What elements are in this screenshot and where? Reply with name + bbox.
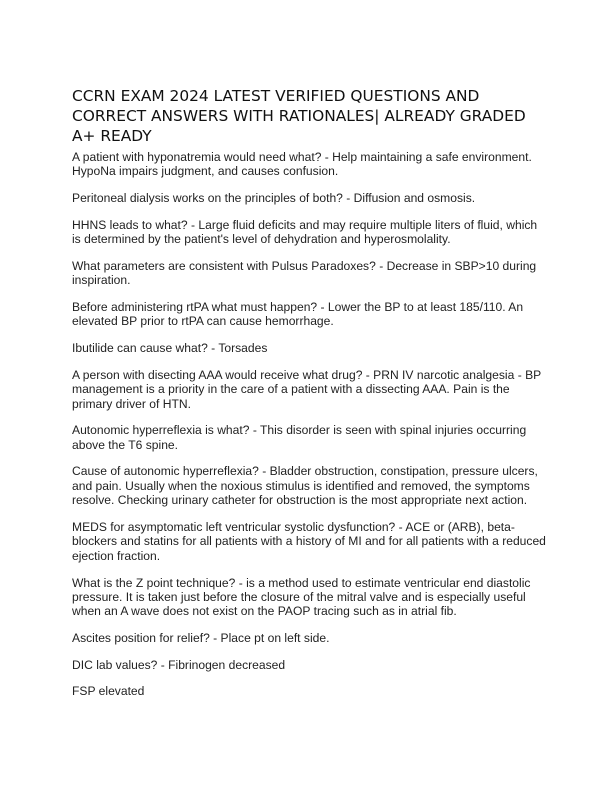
question-answer-paragraph: Before administering rtPA what must happen? - Lower the BP to at least 185/110. An elevated BP prior to rtPA can cause hemorrhage. [72,300,524,329]
question-answer-paragraph: Ascites position for relief? - Place pt on left side. [72,631,330,646]
question-answer-paragraph: HHNS leads to what? - Large fluid deficits and may require multiple liters of fluid, which is determined by the patient's level of dehydration and hyperosmolality. [72,217,538,247]
question-answer-paragraph: Ibutilide can cause what? - Torsades [72,341,268,356]
question-answer-paragraph: Autonomic hyperreflexia is what? - This disorder is seen with spinal injuries occurring above the T6 spine. [72,423,527,452]
question-answer-paragraph: A patient with hyponatremia would need what? - Help maintaining a safe environment. HypoNa impairs judgment, and causes confusion. [72,150,532,179]
question-answer-paragraph: Cause of autonomic hyperreflexia? - Bladder obstruction, constipation, pressure ulcers, and pain. Usually when the noxious stimulus is identified and removed, the symptoms resolve. Checking urinary catheter for obstruction is the most appropriate next action. [72,464,538,508]
question-answer-paragraph: DIC lab values? - Fibrinogen decreased [72,657,286,672]
question-answer-paragraph: What is the Z point technique? - is a method used to estimate ventricular end diastolic pressure. It is taken just before the closure of the mitral valve and is especially useful when an A wave does not exist on the PAOP tracing such as in atrial fib. [72,575,531,619]
question-answer-paragraph: MEDS for asymptomatic left ventricular systolic dysfunction? - ACE or (ARB), beta-blockers and statins for all patients with a history of MI and for all patients with a reduced ejection fraction. [72,519,546,563]
question-answer-paragraph: A person with disecting AAA would receive what drug? - PRN IV narcotic analgesia - BP management is a priority in the care of a patient with a dissecting AAA. Pain is the primary driver of HTN. [72,367,541,411]
document-body [72,150,548,711]
question-answer-paragraph: Peritoneal dialysis works on the principles of both? - Diffusion and osmosis. [72,191,476,206]
question-answer-paragraph: FSP elevated [72,684,145,699]
question-answer-paragraph: What parameters are consistent with Pulsus Paradoxes? - Decrease in SBP>10 during inspiration. [72,258,537,288]
document-title: CCRN EXAM 2024 LATEST VERIFIED QUESTIONS AND CORRECT ANSWERS WITH RATIONALES| ALREADY GRADED A+ READY [72,87,526,145]
